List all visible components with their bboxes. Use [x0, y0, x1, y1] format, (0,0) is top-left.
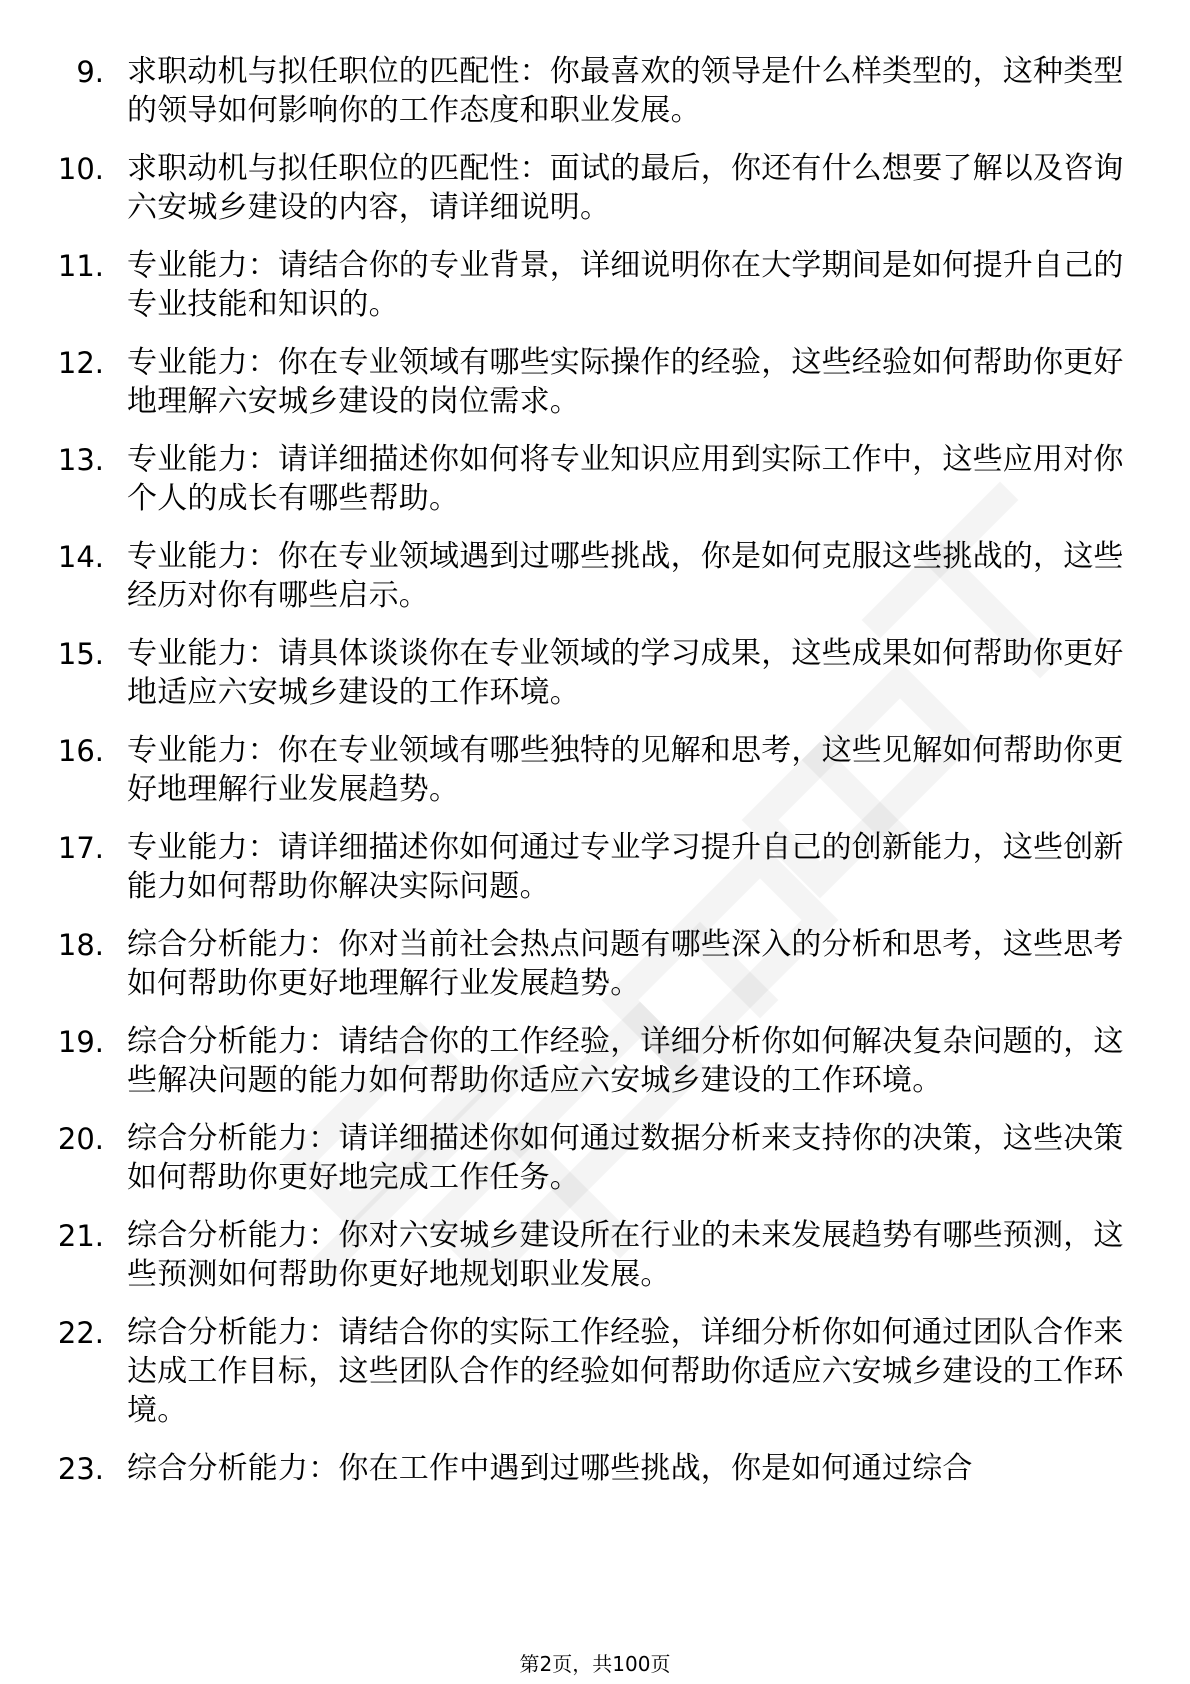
question-number: 18. [57, 928, 104, 962]
question-item [0, 828, 1190, 906]
question-text: 专业能力：请结合你的专业背景，详细说明你在大学期间是如何提升自己的专业技能和知识的。 [127, 248, 1124, 322]
question-number: 21. [57, 1219, 104, 1253]
question-number: 15. [57, 637, 104, 671]
question-list [0, 52, 1190, 1507]
question-number: 13. [57, 443, 104, 477]
question-number: 10. [57, 152, 104, 186]
question-number: 11. [57, 249, 104, 283]
question-item [0, 440, 1190, 518]
question-item [0, 537, 1190, 615]
page-number-footer: 第2页，共100页 [519, 1652, 671, 1676]
question-item [0, 52, 1190, 130]
question-item [0, 1449, 1190, 1488]
question-number: 14. [57, 540, 104, 574]
question-text: 专业能力：请具体谈谈你在专业领域的学习成果，这些成果如何帮助你更好地适应六安城乡建设的工作环境。 [127, 636, 1124, 710]
question-text: 求职动机与拟任职位的匹配性：你最喜欢的领导是什么样类型的，这种类型的领导如何影响你的工作态度和职业发展。 [127, 54, 1124, 128]
question-item [0, 1216, 1190, 1294]
question-number: 17. [57, 831, 104, 865]
question-item [0, 1022, 1190, 1100]
question-number: 23. [57, 1452, 104, 1486]
question-item [0, 246, 1190, 324]
question-text: 综合分析能力：你对六安城乡建设所在行业的未来发展趋势有哪些预测，这些预测如何帮助你更好地规划职业发展。 [127, 1218, 1124, 1292]
question-item [0, 1119, 1190, 1197]
question-text: 综合分析能力：请详细描述你如何通过数据分析来支持你的决策，这些决策如何帮助你更好地完成工作任务。 [127, 1121, 1124, 1195]
question-text: 专业能力：你在专业领域有哪些实际操作的经验，这些经验如何帮助你更好地理解六安城乡建设的岗位需求。 [127, 345, 1124, 419]
question-number: 9. [76, 55, 104, 89]
question-item [0, 1313, 1190, 1430]
question-text: 综合分析能力：你在工作中遇到过哪些挑战，你是如何通过综合 [127, 1451, 973, 1486]
question-item [0, 925, 1190, 1003]
question-number: 19. [57, 1025, 104, 1059]
question-number: 12. [57, 346, 104, 380]
question-number: 20. [57, 1122, 104, 1156]
question-item [0, 149, 1190, 227]
question-number: 16. [57, 734, 104, 768]
question-number: 22. [57, 1316, 104, 1350]
question-item [0, 731, 1190, 809]
question-text: 专业能力：请详细描述你如何通过专业学习提升自己的创新能力，这些创新能力如何帮助你解决实际问题。 [127, 830, 1124, 904]
question-text: 专业能力：请详细描述你如何将专业知识应用到实际工作中，这些应用对你个人的成长有哪些帮助。 [127, 442, 1124, 516]
question-text: 综合分析能力：你对当前社会热点问题有哪些深入的分析和思考，这些思考如何帮助你更好地理解行业发展趋势。 [127, 927, 1124, 1001]
question-text: 专业能力：你在专业领域遇到过哪些挑战，你是如何克服这些挑战的，这些经历对你有哪些启示。 [127, 539, 1124, 613]
question-item [0, 634, 1190, 712]
question-text: 专业能力：你在专业领域有哪些独特的见解和思考，这些见解如何帮助你更好地理解行业发展趋势。 [127, 733, 1124, 807]
question-text: 综合分析能力：请结合你的实际工作经验，详细分析你如何通过团队合作来达成工作目标，这些团队合作的经验如何帮助你适应六安城乡建设的工作环境。 [127, 1315, 1124, 1428]
question-text: 求职动机与拟任职位的匹配性：面试的最后，你还有什么想要了解以及咨询六安城乡建设的内容，请详细说明。 [127, 151, 1124, 225]
question-item [0, 343, 1190, 421]
question-text: 综合分析能力：请结合你的工作经验，详细分析你如何解决复杂问题的，这些解决问题的能力如何帮助你适应六安城乡建设的工作环境。 [127, 1024, 1124, 1098]
